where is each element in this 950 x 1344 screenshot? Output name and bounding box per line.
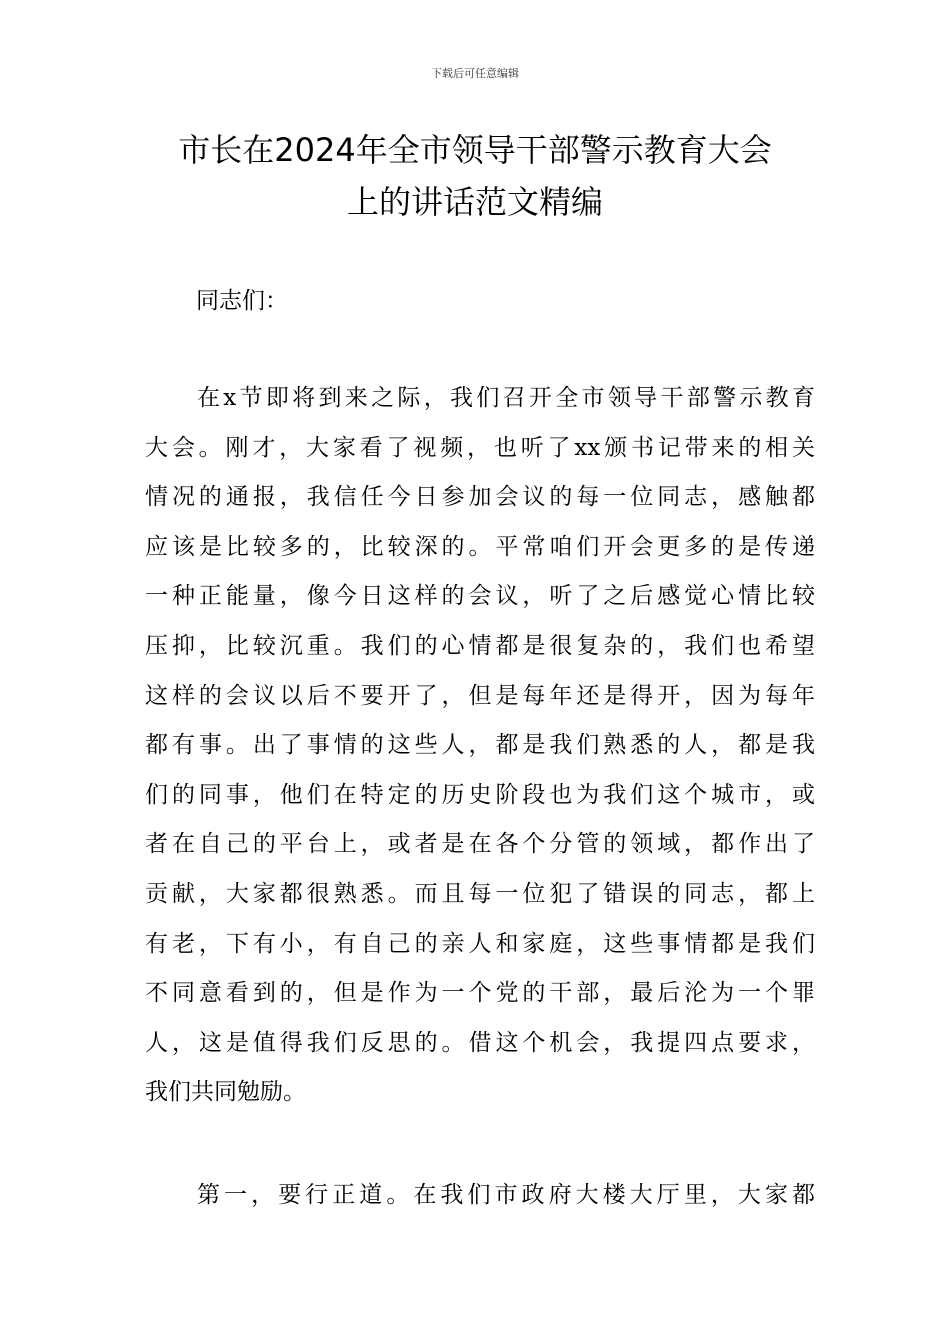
body-paragraph-1 [145,374,815,1118]
paragraph-line: 都有事。出了事情的这些人，都是我们熟悉的人，都是我 [145,732,815,759]
document-title [130,124,820,228]
paragraph-line: 应该是比较多的，比较深的。平常咱们开会更多的是传递 [145,533,815,560]
paragraph-line: 压抑，比较沉重。我们的心情都是很复杂的，我们也希望 [145,632,815,659]
paragraph-line: 们的同事，他们在特定的历史阶段也为我们这个城市，或 [145,781,815,808]
body-paragraph-2 [145,1171,815,1221]
paragraph-line: 有老，下有小，有自己的亲人和家庭，这些事情都是我们 [145,930,815,957]
paragraph-line: 第一，要行正道。在我们市政府大楼大厅里，大家都 [197,1182,815,1208]
paragraph-line: 我们共同勉励。 [145,1079,306,1106]
paragraph-line: 贡献，大家都很熟悉。而且每一位犯了错误的同志，都上 [145,880,815,907]
paragraph-line: 这样的会议以后不要开了，但是每年还是得开，因为每年 [145,682,815,709]
paragraph-line: 情况的通报，我信任今日参加会议的每一位同志，感触都 [145,484,815,511]
paragraph-line: 在x节即将到来之际，我们召开全市领导干部警示教育 [197,385,815,411]
header-note: 下载后可任意编辑 [431,67,519,80]
paragraph-line: 不同意看到的，但是作为一个党的干部，最后沦为一个罪 [145,980,815,1007]
paragraph-line: 大会。刚才，大家看了视频，也听了xx颁书记带来的相关 [145,434,815,461]
paragraph-line: 一种正能量，像今日这样的会议，听了之后感觉心情比较 [145,583,815,610]
salutation: 同志们： [196,288,288,314]
title-line-2: 上的讲话范文精编 [346,183,603,221]
title-line-1: 市长在2024年全市领导干部警示教育大会 [178,131,772,169]
paragraph-line: 者在自己的平台上，或者是在各个分管的领域，都作出了 [145,831,815,858]
paragraph-line: 人，这是值得我们反思的。借这个机会，我提四点要求， [145,1029,815,1056]
